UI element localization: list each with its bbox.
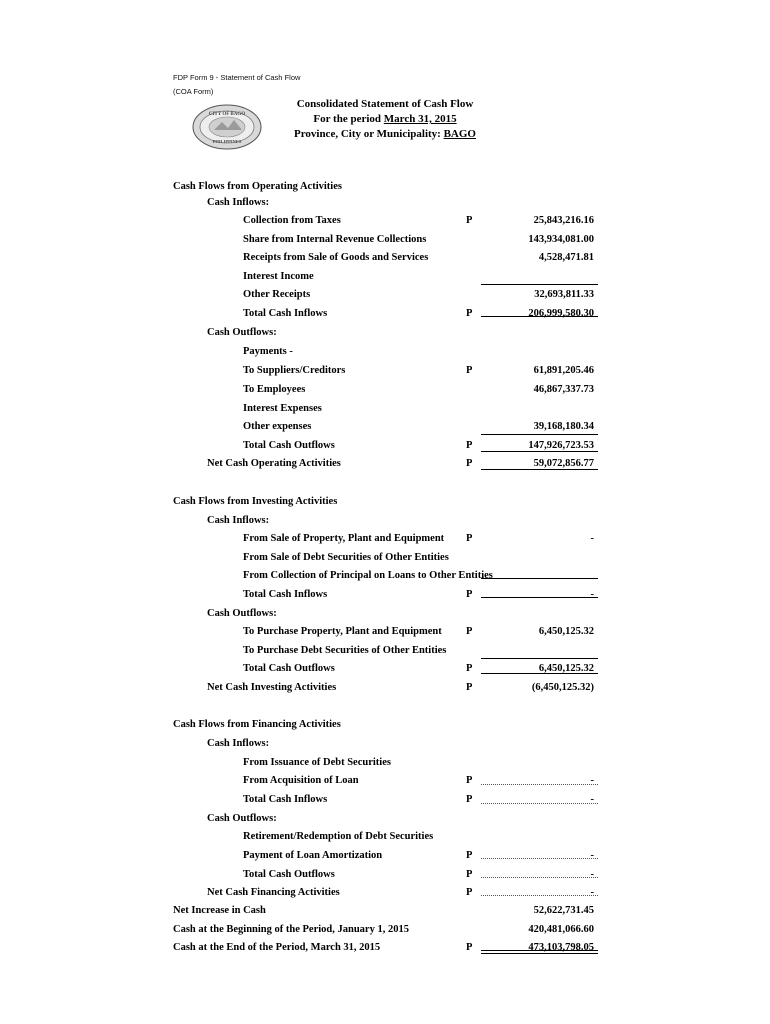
table-row <box>0 850 770 868</box>
row-label: To Suppliers/Creditors <box>243 365 346 376</box>
row-label: Collection from Taxes <box>243 215 341 226</box>
row-amount: 6,450,125.32 <box>538 626 594 637</box>
row-label: Receipts from Sale of Goods and Services <box>243 252 429 263</box>
row-label: Cash at the Beginning of the Period, January 1, 2015 <box>173 924 409 935</box>
peso-sign: P <box>466 663 473 674</box>
table-row <box>0 403 770 421</box>
amount-rule <box>481 434 598 435</box>
row-label: Interest Income <box>243 271 314 282</box>
row-label: Other expenses <box>243 421 312 432</box>
table-row <box>0 924 770 942</box>
amount-rule <box>481 950 598 954</box>
row-label: Cash Flows from Investing Activities <box>173 496 338 507</box>
row-label: Payments - <box>243 346 293 357</box>
row-amount: - <box>590 533 594 544</box>
table-row <box>0 738 770 756</box>
row-amount: 46,867,337.73 <box>533 384 594 395</box>
amount-rule <box>481 284 598 285</box>
row-label: From Collection of Principal on Loans to Other Entities <box>243 570 493 581</box>
form-number: FDP Form 9 - Statement of Cash Flow <box>173 73 301 82</box>
row-amount: 32,693,811.33 <box>534 289 594 300</box>
table-row <box>0 289 770 307</box>
peso-sign: P <box>466 626 473 637</box>
city-seal-icon <box>192 104 262 150</box>
row-amount: 4,528,471.81 <box>538 252 594 263</box>
table-row <box>0 197 770 215</box>
table-row <box>0 813 770 831</box>
row-label: Cash Flows from Operating Activities <box>173 181 342 192</box>
table-row <box>0 626 770 644</box>
row-label: Total Cash Inflows <box>243 589 328 600</box>
peso-sign: P <box>466 308 473 319</box>
peso-sign: P <box>466 794 473 805</box>
row-label: Cash Flows from Financing Activities <box>173 719 341 730</box>
table-row <box>0 552 770 570</box>
form-source: (COA Form) <box>173 87 214 96</box>
table-row <box>0 234 770 252</box>
peso-sign: P <box>466 942 473 953</box>
table-row <box>0 515 770 533</box>
row-label: To Purchase Debt Securities of Other Entities <box>243 645 447 656</box>
table-row <box>0 942 770 960</box>
table-row <box>0 719 770 737</box>
amount-rule <box>481 895 598 896</box>
statement-period: For the period March 31, 2015 <box>313 113 457 125</box>
row-label: Retirement/Redemption of Debt Securities <box>243 831 434 842</box>
table-row <box>0 327 770 345</box>
table-row <box>0 384 770 402</box>
row-amount: - <box>590 850 594 861</box>
table-row <box>0 663 770 681</box>
table-row <box>0 421 770 439</box>
table-row <box>0 271 770 289</box>
row-label: Net Increase in Cash <box>173 905 266 916</box>
statement-place: Province, City or Municipality: BAGO <box>293 128 476 140</box>
row-label: Net Cash Financing Activities <box>207 887 340 898</box>
amount-rule <box>481 658 598 659</box>
table-row <box>0 682 770 700</box>
table-row <box>0 570 770 588</box>
peso-sign: P <box>466 887 473 898</box>
row-label: Total Cash Inflows <box>243 794 328 805</box>
peso-sign: P <box>466 458 473 469</box>
table-row <box>0 608 770 626</box>
peso-sign: P <box>466 869 473 880</box>
peso-sign: P <box>466 850 473 861</box>
amount-rule <box>481 451 598 452</box>
table-row <box>0 905 770 923</box>
peso-sign: P <box>466 533 473 544</box>
row-amount: 39,168,180.34 <box>533 421 594 432</box>
row-label: From Sale of Debt Securities of Other Entities <box>243 552 449 563</box>
row-label: Total Cash Outflows <box>243 663 335 674</box>
row-amount: - <box>590 887 594 898</box>
row-amount: 25,843,216.16 <box>533 215 594 226</box>
svg-text:PHILIPPINES: PHILIPPINES <box>212 139 242 144</box>
table-row <box>0 215 770 233</box>
row-label: Cash Outflows: <box>207 327 277 338</box>
row-label: Cash Inflows: <box>207 197 270 208</box>
table-row <box>0 757 770 775</box>
table-row <box>0 589 770 607</box>
table-row <box>0 252 770 270</box>
table-row <box>0 775 770 793</box>
amount-rule <box>481 597 598 598</box>
row-amount: 59,072,856.77 <box>533 458 594 469</box>
row-amount: 473,103,798.05 <box>528 942 594 953</box>
row-amount: - <box>590 869 594 880</box>
row-amount: 206,999,580.30 <box>528 308 594 319</box>
row-label: Share from Internal Revenue Collections <box>243 234 427 245</box>
row-label: Total Cash Inflows <box>243 308 328 319</box>
row-label: Total Cash Outflows <box>243 440 335 451</box>
row-amount: - <box>590 794 594 805</box>
amount-rule <box>481 803 598 804</box>
table-row <box>0 645 770 663</box>
table-row <box>0 308 770 326</box>
amount-rule <box>481 858 598 859</box>
row-label: Net Cash Investing Activities <box>207 682 337 693</box>
row-label: To Employees <box>243 384 306 395</box>
row-amount: - <box>590 775 594 786</box>
row-amount: 52,622,731.45 <box>533 905 594 916</box>
amount-rule <box>481 784 598 785</box>
table-row <box>0 887 770 905</box>
table-row <box>0 365 770 383</box>
table-row <box>0 794 770 812</box>
row-label: From Sale of Property, Plant and Equipment <box>243 533 445 544</box>
amount-rule <box>481 877 598 878</box>
row-label: Net Cash Operating Activities <box>207 458 341 469</box>
row-label: Other Receipts <box>243 289 311 300</box>
row-label: Cash Outflows: <box>207 608 277 619</box>
peso-sign: P <box>466 682 473 693</box>
row-label: Cash Outflows: <box>207 813 277 824</box>
row-label: Total Cash Outflows <box>243 869 335 880</box>
row-amount: 6,450,125.32 <box>538 663 594 674</box>
row-amount: (6,450,125.32) <box>531 682 594 693</box>
table-row <box>0 533 770 551</box>
table-row <box>0 869 770 887</box>
row-label: Payment of Loan Amortization <box>243 850 383 861</box>
row-label: Cash Inflows: <box>207 515 270 526</box>
table-row <box>0 831 770 849</box>
peso-sign: P <box>466 365 473 376</box>
row-amount: 147,926,723.53 <box>528 440 594 451</box>
peso-sign: P <box>466 775 473 786</box>
statement-title: Consolidated Statement of Cash Flow <box>296 98 474 110</box>
row-label: Cash Inflows: <box>207 738 270 749</box>
peso-sign: P <box>466 215 473 226</box>
amount-rule <box>481 673 598 674</box>
row-amount: - <box>590 589 594 600</box>
peso-sign: P <box>466 440 473 451</box>
row-label: Interest Expenses <box>243 403 322 414</box>
svg-text:CITY OF BAGO: CITY OF BAGO <box>208 112 246 117</box>
table-row <box>0 440 770 458</box>
row-amount: 61,891,205.46 <box>533 365 594 376</box>
row-label: To Purchase Property, Plant and Equipment <box>243 626 442 637</box>
row-label: From Issuance of Debt Securities <box>243 757 391 768</box>
row-amount: 143,934,081.00 <box>528 234 594 245</box>
table-row <box>0 496 770 514</box>
table-row <box>0 458 770 476</box>
amount-rule <box>481 578 598 579</box>
row-label: From Acquisition of Loan <box>243 775 359 786</box>
row-amount: 420,481,066.60 <box>528 924 594 935</box>
amount-rule <box>481 469 598 470</box>
row-label: Cash at the End of the Period, March 31, 2015 <box>173 942 381 953</box>
peso-sign: P <box>466 589 473 600</box>
amount-rule <box>481 316 598 317</box>
table-row <box>0 346 770 364</box>
